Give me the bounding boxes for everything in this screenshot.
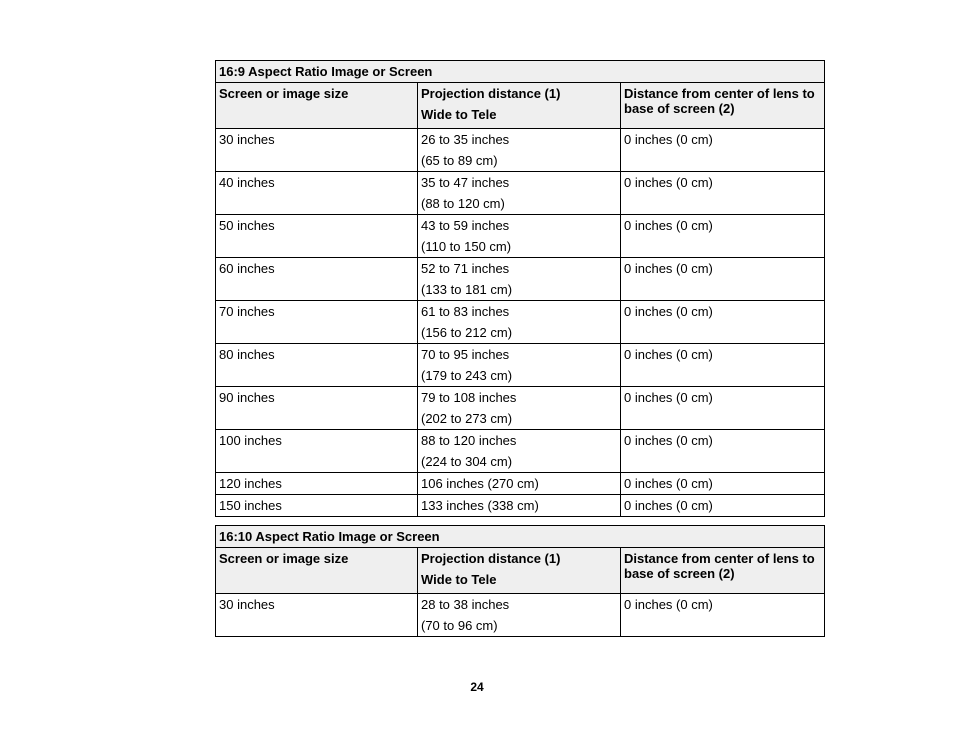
size-cell: 70 inches (216, 301, 418, 344)
projection-inches: 79 to 108 inches (421, 390, 517, 405)
table-row (216, 344, 825, 387)
distance-cell: 0 inches (0 cm) (621, 215, 825, 258)
table-row (216, 215, 825, 258)
size-cell: 100 inches (216, 430, 418, 473)
projection-cell (418, 129, 621, 172)
distance-cell: 0 inches (0 cm) (621, 258, 825, 301)
distance-cell: 0 inches (0 cm) (621, 495, 825, 517)
table-row (216, 430, 825, 473)
table-row (216, 387, 825, 430)
column-header-distance: Distance from center of lens to base of screen (2) (621, 548, 825, 594)
projection-cm: (179 to 243 cm) (421, 368, 513, 383)
distance-cell: 0 inches (0 cm) (621, 594, 825, 637)
distance-cell: 0 inches (0 cm) (621, 473, 825, 495)
projection-cell (418, 387, 621, 430)
projection-cell (418, 594, 621, 637)
distance-cell: 0 inches (0 cm) (621, 172, 825, 215)
projection-inches: 28 to 38 inches (421, 597, 510, 612)
projection-inches: 61 to 83 inches (421, 304, 510, 319)
projection-cm: (70 to 96 cm) (421, 618, 498, 633)
table-row (216, 301, 825, 344)
size-cell: 150 inches (216, 495, 418, 517)
distance-cell: 0 inches (0 cm) (621, 301, 825, 344)
column-header-distance: Distance from center of lens to base of screen (2) (621, 83, 825, 129)
projection-cell (418, 344, 621, 387)
column-header-projection (418, 83, 621, 129)
size-cell: 30 inches (216, 129, 418, 172)
size-cell: 60 inches (216, 258, 418, 301)
projection-cell (418, 172, 621, 215)
distance-cell: 0 inches (0 cm) (621, 430, 825, 473)
table-row (216, 594, 825, 637)
table-title: 16:9 Aspect Ratio Image or Screen (216, 61, 825, 83)
size-cell: 90 inches (216, 387, 418, 430)
distance-cell: 0 inches (0 cm) (621, 387, 825, 430)
table-row (216, 258, 825, 301)
size-cell: 30 inches (216, 594, 418, 637)
projection-header-label: Projection distance (1) (421, 551, 561, 566)
distance-cell: 0 inches (0 cm) (621, 344, 825, 387)
projection-inches: 35 to 47 inches (421, 175, 510, 190)
projection-header-sublabel: Wide to Tele (421, 572, 497, 587)
projection-header-label: Projection distance (1) (421, 86, 561, 101)
column-header-size: Screen or image size (216, 83, 418, 129)
column-header-size: Screen or image size (216, 548, 418, 594)
projection-inches: 70 to 95 inches (421, 347, 510, 362)
size-cell: 40 inches (216, 172, 418, 215)
projection-cm: (202 to 273 cm) (421, 411, 513, 426)
projection-cm: (156 to 212 cm) (421, 325, 513, 340)
projection-cell (418, 430, 621, 473)
table-row (216, 172, 825, 215)
projection-cm: (65 to 89 cm) (421, 153, 498, 168)
projection-inches: 43 to 59 inches (421, 218, 510, 233)
aspect-16-10-table (215, 525, 825, 637)
projection-cell (418, 301, 621, 344)
projection-cm: (133 to 181 cm) (421, 282, 513, 297)
projection-inches: 52 to 71 inches (421, 261, 510, 276)
table-row (216, 129, 825, 172)
size-cell: 50 inches (216, 215, 418, 258)
projection-cm: (224 to 304 cm) (421, 454, 513, 469)
aspect-16-9-table (215, 60, 825, 517)
table-title: 16:10 Aspect Ratio Image or Screen (216, 526, 825, 548)
size-cell: 120 inches (216, 473, 418, 495)
projection-cell: 106 inches (270 cm) (418, 473, 621, 495)
projection-inches: 26 to 35 inches (421, 132, 510, 147)
table-row (216, 495, 825, 517)
size-cell: 80 inches (216, 344, 418, 387)
projection-cm: (88 to 120 cm) (421, 196, 505, 211)
column-header-projection (418, 548, 621, 594)
page-number: 24 (470, 680, 484, 694)
table-row (216, 473, 825, 495)
projection-header-sublabel: Wide to Tele (421, 107, 497, 122)
projection-cell (418, 258, 621, 301)
projection-cell: 133 inches (338 cm) (418, 495, 621, 517)
projection-inches: 88 to 120 inches (421, 433, 517, 448)
projection-cell (418, 215, 621, 258)
distance-cell: 0 inches (0 cm) (621, 129, 825, 172)
projection-cm: (110 to 150 cm) (421, 239, 512, 254)
